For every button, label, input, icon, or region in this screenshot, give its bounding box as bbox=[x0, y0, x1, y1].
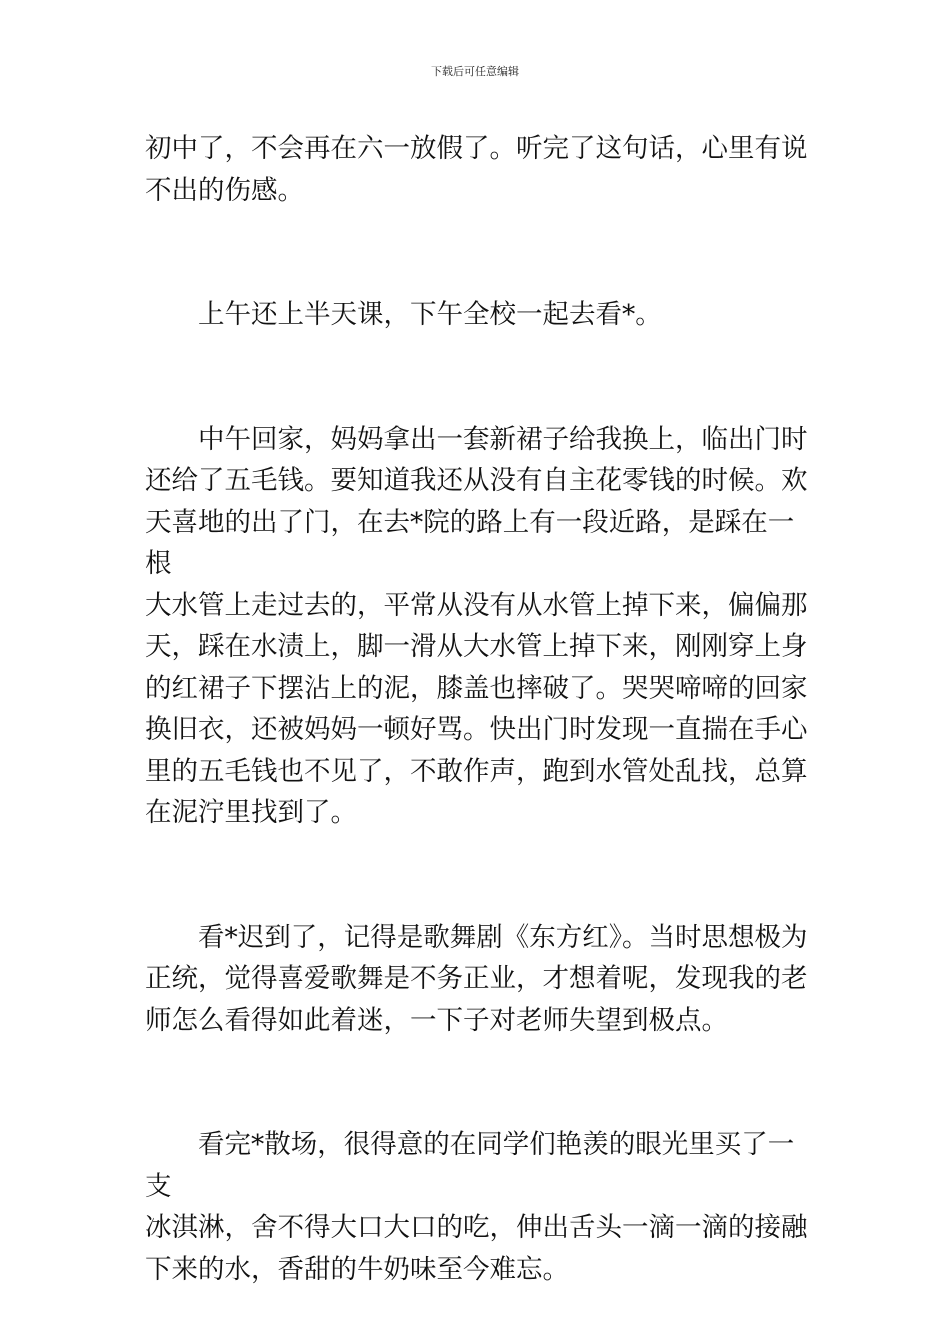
paragraph-5 bbox=[145, 1124, 810, 1290]
text-line: 正统，觉得喜爱歌舞是不务正业，才想着呢，发现我的老 bbox=[145, 963, 808, 994]
paragraph-1 bbox=[145, 128, 810, 211]
text-line: 下来的水，香甜的牛奶味至今难忘。 bbox=[145, 1253, 569, 1285]
text-line: 天喜地的出了门，在去*院的路上有一段近路，是踩在一根 bbox=[145, 506, 795, 579]
text-line: 看完*散场，很得意的在同学们艳羡的眼光里买了一支 bbox=[145, 1129, 795, 1202]
text-line: 中午回家，妈妈拿出一套新裙子给我换上，临出门时 bbox=[198, 423, 808, 455]
text-line: 在泥泞里找到了。 bbox=[145, 797, 357, 828]
text-line: 不出的伤感。 bbox=[145, 174, 304, 206]
paragraph-spacer bbox=[145, 1041, 810, 1124]
text-line: 天，踩在水渍上，脚一滑从大水管上掉下来，刚刚穿上身 bbox=[145, 631, 808, 662]
document-body bbox=[145, 128, 810, 1290]
text-line: 的红裙子下摆沾上的泥，膝盖也摔破了。哭哭啼啼的回家 bbox=[145, 672, 808, 704]
paragraph-2 bbox=[145, 294, 810, 336]
text-line: 初中了，不会再在六一放假了。听完了这句话，心里有说 bbox=[145, 133, 808, 164]
text-line: 看*迟到了，记得是歌舞剧《东方红》。当时思想极为 bbox=[198, 921, 808, 953]
text-line: 换旧衣，还被妈妈一顿好骂。快出门时发现一直揣在手心 bbox=[145, 714, 808, 745]
page-header-note: 下载后可任意编辑 bbox=[431, 65, 519, 78]
text-line: 冰淇淋，舍不得大口大口的吃，伸出舌头一滴一滴的接融 bbox=[145, 1212, 808, 1243]
text-line: 里的五毛钱也不见了，不敢作声，跑到水管处乱找，总算 bbox=[145, 755, 808, 787]
paragraph-spacer bbox=[145, 834, 810, 917]
paragraph-spacer bbox=[145, 211, 810, 294]
paragraph-4 bbox=[145, 917, 810, 1042]
paragraph-3 bbox=[145, 419, 810, 834]
text-line: 还给了五毛钱。要知道我还从没有自主花零钱的时候。欢 bbox=[145, 465, 808, 496]
text-line: 上午还上半天课，下午全校一起去看*。 bbox=[198, 299, 662, 330]
paragraph-spacer bbox=[145, 336, 810, 419]
text-line: 师怎么看得如此着迷，一下子对老师失望到极点。 bbox=[145, 1004, 728, 1036]
text-line: 大水管上走过去的，平常从没有从水管上掉下来，偏偏那 bbox=[145, 589, 808, 621]
